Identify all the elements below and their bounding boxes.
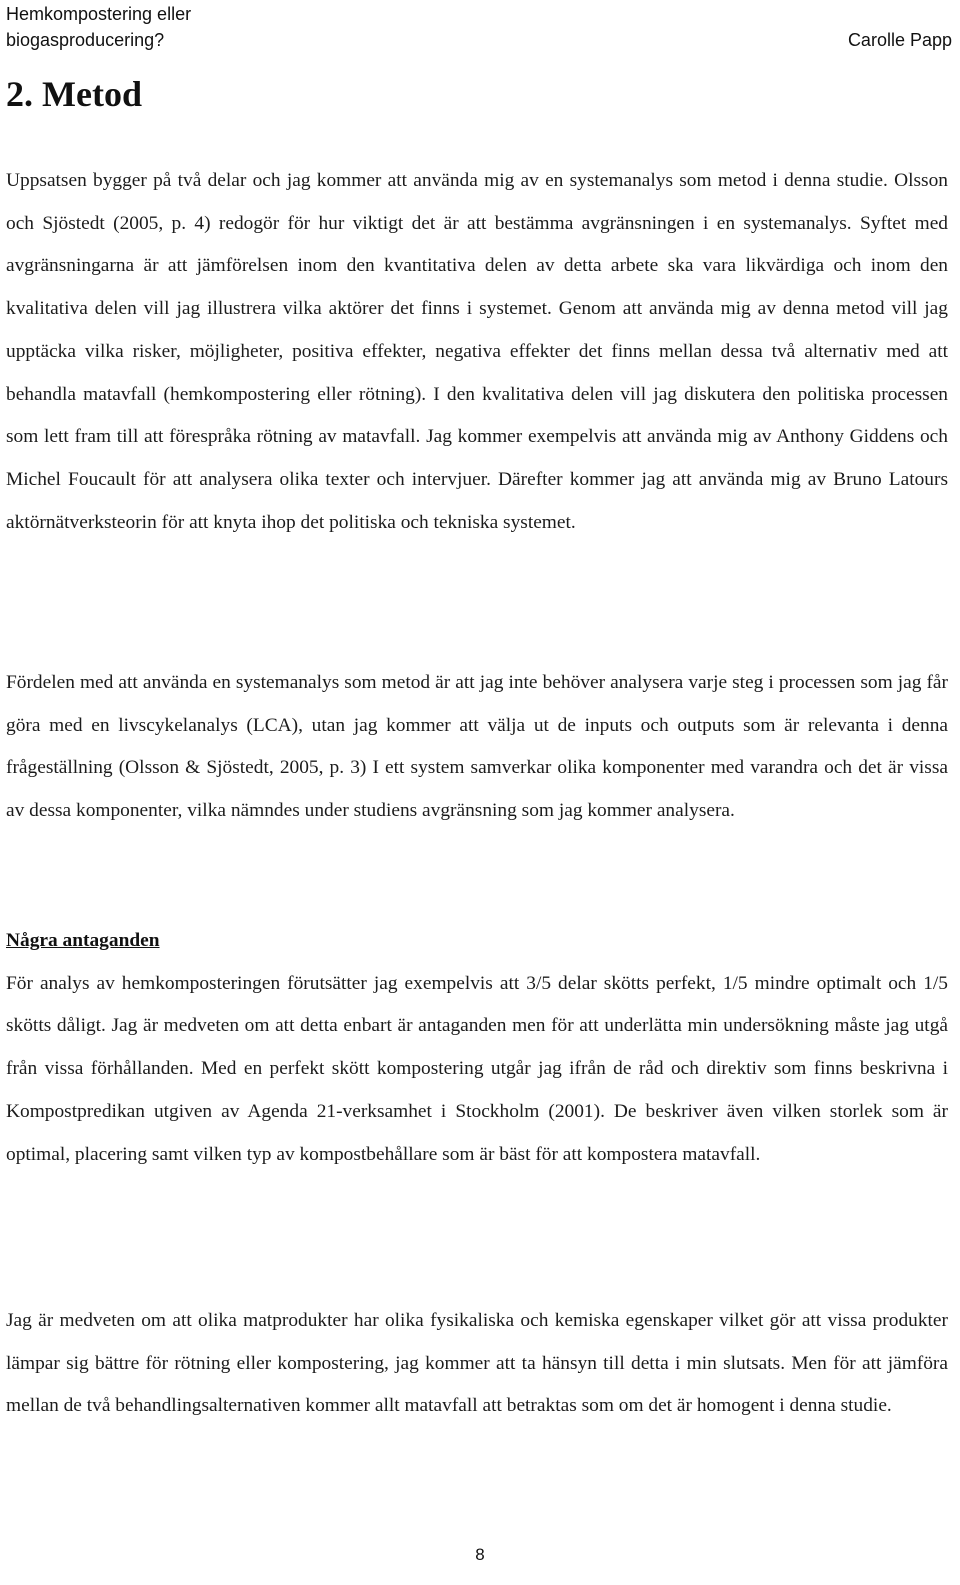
chapter-title: 2. Metod xyxy=(6,74,142,114)
method-paragraph-2 xyxy=(6,662,948,833)
header-author: Carolle Papp xyxy=(847,30,952,50)
section-paragraph: För analys av hemkomposteringen förutsätter jag exempelvis att 3/5 delar skötts perfekt, 1/5 mindre optimalt och 1/5 skötts dåligt. Jag är medveten om att detta enbart är antaganden men för att underlätta min undersökning måste jag utgå från vissa förhållanden. Med en perfekt skött kompostering utgår jag ifrån de råd och direktiv som finns beskrivna i Kompostpredikan utgiven av Agenda 21-verksamhet i Stockholm (2001). De beskriver även vilken storlek som är optimal, placering samt vilken typ av kompostbehållare som är bäst för att kompostera matavfall. xyxy=(6,972,948,1165)
paragraph-text: Jag är medveten om att olika matprodukter har olika fysikaliska och kemiska egenskaper vilket gör att vissa produkter lämpar sig bättre för rötning eller kompostering, jag kommer att ta hänsyn till detta i min slutsats. Men för att jämföra mellan de två behandlingsalternativen kommer allt matavfall att betraktas som om det är homogent i denna studie. xyxy=(6,1310,948,1417)
assumptions-section xyxy=(6,920,948,1176)
section-heading: Några antaganden xyxy=(6,930,160,951)
paragraph-text: Fördelen med att använda en systemanalys som metod är att jag inte behöver analysera varje steg i processen som jag får göra med en livscykelanalys (LCA), utan jag kommer att välja ut de inputs och outputs som är relevanta i denna frågeställning (Olsson & Sjöstedt, 2005, p. 3) I ett system samverkar olika komponenter med varandra och det är vissa av dessa komponenter, vilka nämndes under studiens avgränsning som jag kommer analysera. xyxy=(6,672,948,822)
header-document-title: Hemkompostering eller biogasproducering? xyxy=(6,4,192,50)
paragraph-text: Uppsatsen bygger på två delar och jag kommer att använda mig av en systemanalys som metod i denna studie. Olsson och Sjöstedt (2005, p. 4) redogör för hur viktigt det är att bestämma avgränsningen i en systemanalys. Syftet med avgränsningarna är att jämförelsen inom den kvantitativa delen av detta arbete ska vara likvärdiga och inom den kvalitativa delen vill jag illustrera vilka aktörer det finns i systemet. Genom att använda mig av denna metod vill jag upptäcka vilka risker, möjligheter, positiva effekter, negativa effekter det finns mellan dessa två alternativ med att behandla matavfall (hemkompostering eller rötning). I den kvalitativa delen vill jag diskutera den politiska processen som lett fram till att förespråka rötning av matavfall. Jag kommer exempelvis att använda mig av Anthony Giddens och Michel Foucault för att analysera olika texter och intervjuer. Därefter kommer jag att använda mig av Bruno Latours aktörnätverksteorin för att knyta ihop det politiska och tekniska systemet. xyxy=(6,170,948,533)
method-paragraph-1 xyxy=(6,160,948,544)
running-header xyxy=(6,0,952,56)
closing-paragraph xyxy=(6,1300,948,1428)
page-number: 8 xyxy=(475,1545,485,1564)
